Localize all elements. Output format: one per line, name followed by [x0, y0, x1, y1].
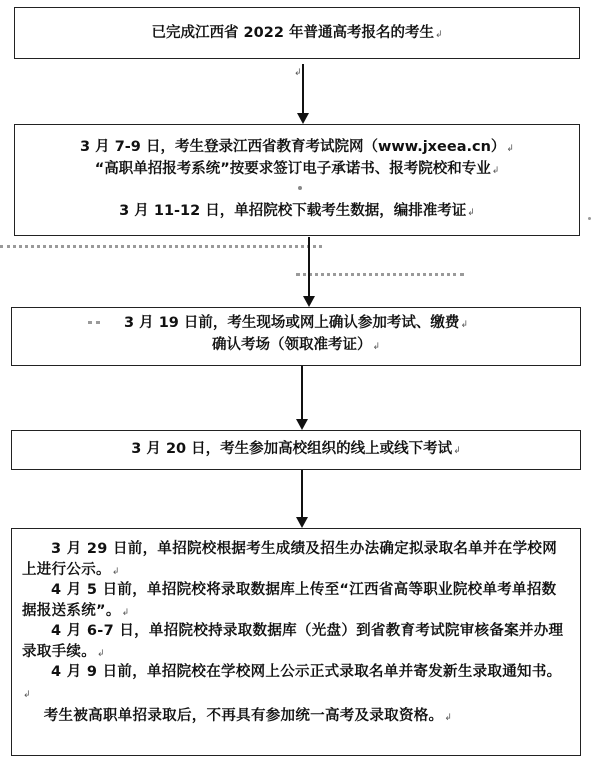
paragraph-mark-icon: ↲: [434, 30, 443, 40]
paragraph-mark-icon: ↲: [453, 446, 461, 456]
step-4-box: [11, 430, 581, 470]
step-2-line-2: “高职单招报考系统”按要求签订电子承诺书、报考院校和专业↲: [94, 161, 500, 177]
step-2-line-1: 3 月 7-9 日，考生登录江西省教育考试院网（www.jxeea.cn）↲: [80, 139, 514, 155]
arrow-shaft: [308, 237, 310, 297]
step-5-item-5: 考生被高职单招录取后，不再具有参加统一高考及录取资格。↲: [43, 708, 453, 724]
step-3-line-2: 确认考场（领取准考证）↲: [211, 337, 381, 353]
paragraph-mark-icon: ↲: [97, 648, 105, 659]
step-5-item-4: 4 月 9 日前，单招院校在学校网上公示正式录取名单并寄发新生录取通知书。↲: [23, 664, 562, 700]
flow-arrow-3: [296, 366, 308, 430]
paragraph-mark-icon: ↲: [111, 566, 120, 577]
paragraph-mark-icon: ↲: [491, 166, 500, 176]
paragraph-mark-icon: ↲: [444, 713, 453, 723]
arrow-head-icon: [297, 113, 309, 124]
flow-arrow-4: [296, 470, 308, 528]
dotted-guide-line-2: [296, 273, 464, 276]
arrow-shaft: [302, 64, 304, 114]
paragraph-mark-icon: ↲: [23, 689, 31, 700]
guide-dot: [588, 217, 591, 220]
flow-arrow-1: [297, 64, 309, 124]
step-3-box: [11, 307, 581, 366]
step-1-box: [14, 7, 580, 59]
paragraph-mark-icon: ↲: [372, 342, 381, 352]
paragraph-mark-icon: ↲: [294, 68, 302, 78]
step-5-item-3: 4 月 6-7 日，单招院校持录取数据库（光盘）到省教育考试院审核备案并办理录取手续。↲: [22, 623, 564, 660]
paragraph-mark-icon: ↲: [460, 320, 468, 330]
arrow-shaft: [301, 366, 303, 420]
arrow-head-icon: [296, 517, 308, 528]
arrow-head-icon: [303, 296, 315, 307]
step-2-box: [14, 124, 580, 236]
arrow-head-icon: [296, 419, 308, 430]
dotted-guide-line-1: [0, 245, 322, 248]
step-2-line-3: 3 月 11-12 日，单招院校下载考生数据，编排准考证↲: [119, 203, 475, 219]
step-3-line-1: 3 月 19 日前，考生现场或网上确认参加考试、缴费↲: [124, 315, 468, 331]
arrow-shaft: [301, 470, 303, 518]
flow-arrow-2: [303, 237, 315, 307]
bullet-dot: [298, 186, 302, 190]
paragraph-mark-icon: ↲: [467, 208, 475, 218]
step-5-item-1: 3 月 29 日前，单招院校根据考生成绩及招生办法确定拟录取名单并在学校网上进行公示。↲: [22, 541, 558, 578]
step-5-box: [11, 528, 581, 756]
step-5-item-2: 4 月 5 日前，单招院校将录取数据库上传至“江西省高等职业院校单考单招数据报送系统”。↲: [22, 582, 557, 619]
step-4-text: 3 月 20 日，考生参加高校组织的线上或线下考试↲: [131, 441, 461, 457]
paragraph-mark-icon: ↲: [506, 144, 514, 154]
paragraph-mark-icon: ↲: [121, 607, 130, 618]
step-1-text: 已完成江西省 2022 年普通高考报名的考生↲: [151, 25, 443, 41]
